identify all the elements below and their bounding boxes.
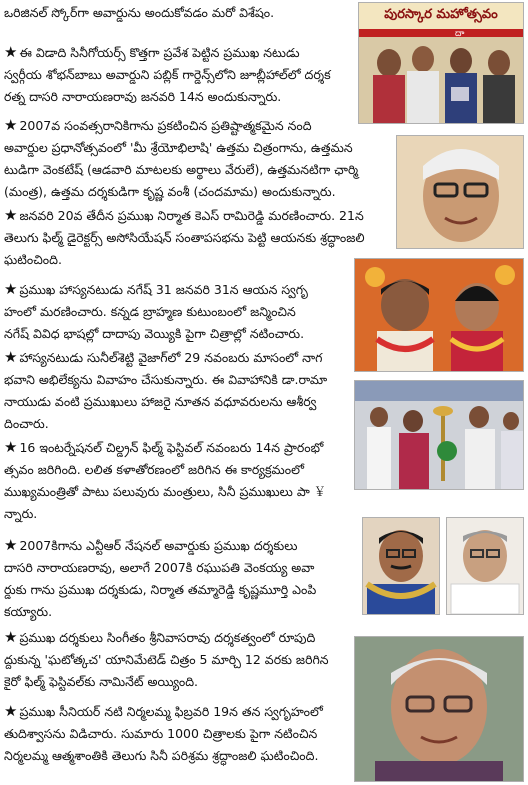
para-ghatotkacha <box>4 626 354 693</box>
text-line: ★ 2007వ సంవత్సరానికిగాను ప్రకటించిన ప్రతిష్టాత్మకమైన నంది <box>4 116 312 134</box>
text-line: దించారు. <box>4 416 49 431</box>
text-line: ద్దుకున్న 'ఘటోత్కచ' యానిమేటెడ్ చిత్రం 5 మార్చి 12 వరకు జరిగిన <box>4 652 329 667</box>
banner-title-small: దా <box>455 29 465 39</box>
text-line: కయ్యారు. <box>4 604 53 619</box>
text-line: తుదిశ్వాసను విడిచారు. సుమారు 1000 చిత్రాలకు పైగా నటించిన <box>4 726 318 741</box>
text-line: అవార్డుల ప్రధానోత్సవంలో 'మీ శ్రేయోభిలాషి' ఉత్తమ చిత్రంగాను, ఉత్తమన <box>4 140 353 155</box>
text-line: నగేష్ వివిధ భాషల్లో దాదాపు వెయ్యికి పైగా చిత్రాల్లో నటించారు. <box>4 326 305 341</box>
text-line: భవాని అభిలేక్యను వివాహం చేసుకున్నారు. ఈ వివాహానికి డా.రామా <box>4 372 328 387</box>
text-line: ర్డుకు గాను ప్రముఖ దర్శకుడు, నిర్మాత తమ్మారెడ్డి కృష్ణమూర్తి ఎంపి <box>4 582 317 597</box>
wedding-couple-photo <box>354 258 524 372</box>
text-line: ★ ఈ విడాది సినీగోయర్స్ కొత్తగా ప్రవేశ పెట్టిన ప్రముఖ నటుడు <box>4 43 300 61</box>
text-line: ముఖ్యమంత్రితో పాటు పలువురు మంత్రులు, సినీ ప్రముఖులు పా ￥ <box>4 484 327 499</box>
para-childrens-film-festival <box>4 436 352 525</box>
text-line: ఘటించింది. <box>4 252 62 267</box>
text-line: ★ జనవరి 20వ తేదీన ప్రముఖ నిర్మాత కెఎస్ రామిరెడ్డి మరణించారు. 21న <box>4 206 364 224</box>
text-line: నిర్మలమ్మ ఆత్మశాంతికి తెలుగు సినీ పరిశ్రమ శ్రద్ధాంజలి ఘటించింది. <box>4 748 319 763</box>
text-line: హంలో మరణించారు. కన్నడ బ్రాహ్మణ కుటుంబంలో జన్మించిన <box>4 304 296 319</box>
text-line: ★ 2007కిగాను ఎన్టీఆర్ నేషనల్ అవార్డుకు ప్రముఖ దర్శకులు <box>4 536 298 554</box>
banner-title: పురస్కార మహోత్సవం <box>384 7 498 22</box>
text-line: ★ హాస్యనటుడు సునీల్‌శెట్టి వైజాగ్‌లో 29 నవంబరు మాసంలో నాగ <box>4 348 323 366</box>
text-line: న్నారు. <box>4 506 38 521</box>
para-sobhanbabu-award <box>4 41 354 108</box>
elderly-man-portrait <box>396 135 524 249</box>
star-bullet-icon: ★ <box>4 438 18 456</box>
text-line: ఒరిజినల్ స్కోర్‌గా అవార్డును అందుకోవడం మరో విశేషం. <box>4 5 275 20</box>
text-line: ★ 16 ఇంటర్నేషనల్ చిల్డ్రన్ ఫిల్మ్ ఫెస్టివల్ నవంబరు 14న ప్రారంభో <box>4 438 324 456</box>
text-line: ★ ప్రముఖ హాస్యనటుడు నగేష్ 31 జనవరి 31న ఆయన స్వగృ <box>4 280 308 298</box>
text-line: త్సవం జరిగింది. లలిత కళాతోరణంలో జరిగిన ఈ కార్యక్రమంలో <box>4 462 304 477</box>
star-bullet-icon: ★ <box>4 43 18 61</box>
para-nagesh <box>4 278 352 345</box>
krishnamurthy-portrait <box>446 517 524 615</box>
star-bullet-icon: ★ <box>4 628 18 646</box>
text-line: కైరో ఫిల్మ్ ఫెస్టివల్‌కు నామినేట్ అయ్యింది. <box>4 674 198 689</box>
para-intro <box>4 2 356 24</box>
star-bullet-icon: ★ <box>4 348 18 366</box>
text-line: రత్న దాసరి నారాయణరావు జనవరి 14న అందుకున్నారు. <box>4 89 282 104</box>
star-bullet-icon: ★ <box>4 116 18 134</box>
text-line: ★ ప్రముఖ దర్శకులు సింగీతం శ్రీనివాసరావు దర్శకత్వంలో రూపుది <box>4 628 316 646</box>
festival-lamp-lighting-photo <box>354 380 524 490</box>
text-line: టుడిగా వెంకటేష్ (ఆడవారి మాటలకు అర్థాలు వేరులే), ఉత్తమనటిగా ఛార్మి <box>4 162 359 177</box>
para-nirmalamma <box>4 700 354 767</box>
text-line: ★ ప్రముఖ సీనియర్ నటి నిర్మలమ్మ ఫిబ్రవరి 19న తన స్వగృహంలో <box>4 702 323 720</box>
text-line: స్వర్గీయ శోభన్‌బాబు అవార్డుని పబ్లిక్ గార్డెన్స్‌లోని జూబ్లీహాల్‌లో దర్శక <box>4 67 331 82</box>
text-line: దాసరి నారాయణరావు, అలాగే 2007కి రఘుపతి వెంకయ్య అవా <box>4 560 315 575</box>
text-line: (మంత్ర), ఉత్తమ దర్శకుడిగా కృష్ణ వంశీ (చందమామ) అందుకున్నారు. <box>4 184 336 199</box>
nirmalamma-portrait <box>354 636 524 782</box>
para-ntr-award <box>4 534 352 623</box>
dasari-portrait <box>362 517 440 615</box>
para-sunil-shetty <box>4 346 352 435</box>
star-bullet-icon: ★ <box>4 702 18 720</box>
text-line: తెలుగు ఫిల్మ్ డైరెక్టర్స్ అసోసియేషన్ సంతాపసభను పెట్టి ఆయనకు శ్రద్ధాంజలి <box>4 230 365 245</box>
star-bullet-icon: ★ <box>4 536 18 554</box>
award-ceremony-photo <box>358 2 524 124</box>
text-line: నాయుడు వంటి ప్రముఖులు హాజరై నూతన వధూవరులను ఆశీర్వ <box>4 394 317 409</box>
star-bullet-icon: ★ <box>4 206 18 224</box>
star-bullet-icon: ★ <box>4 280 18 298</box>
